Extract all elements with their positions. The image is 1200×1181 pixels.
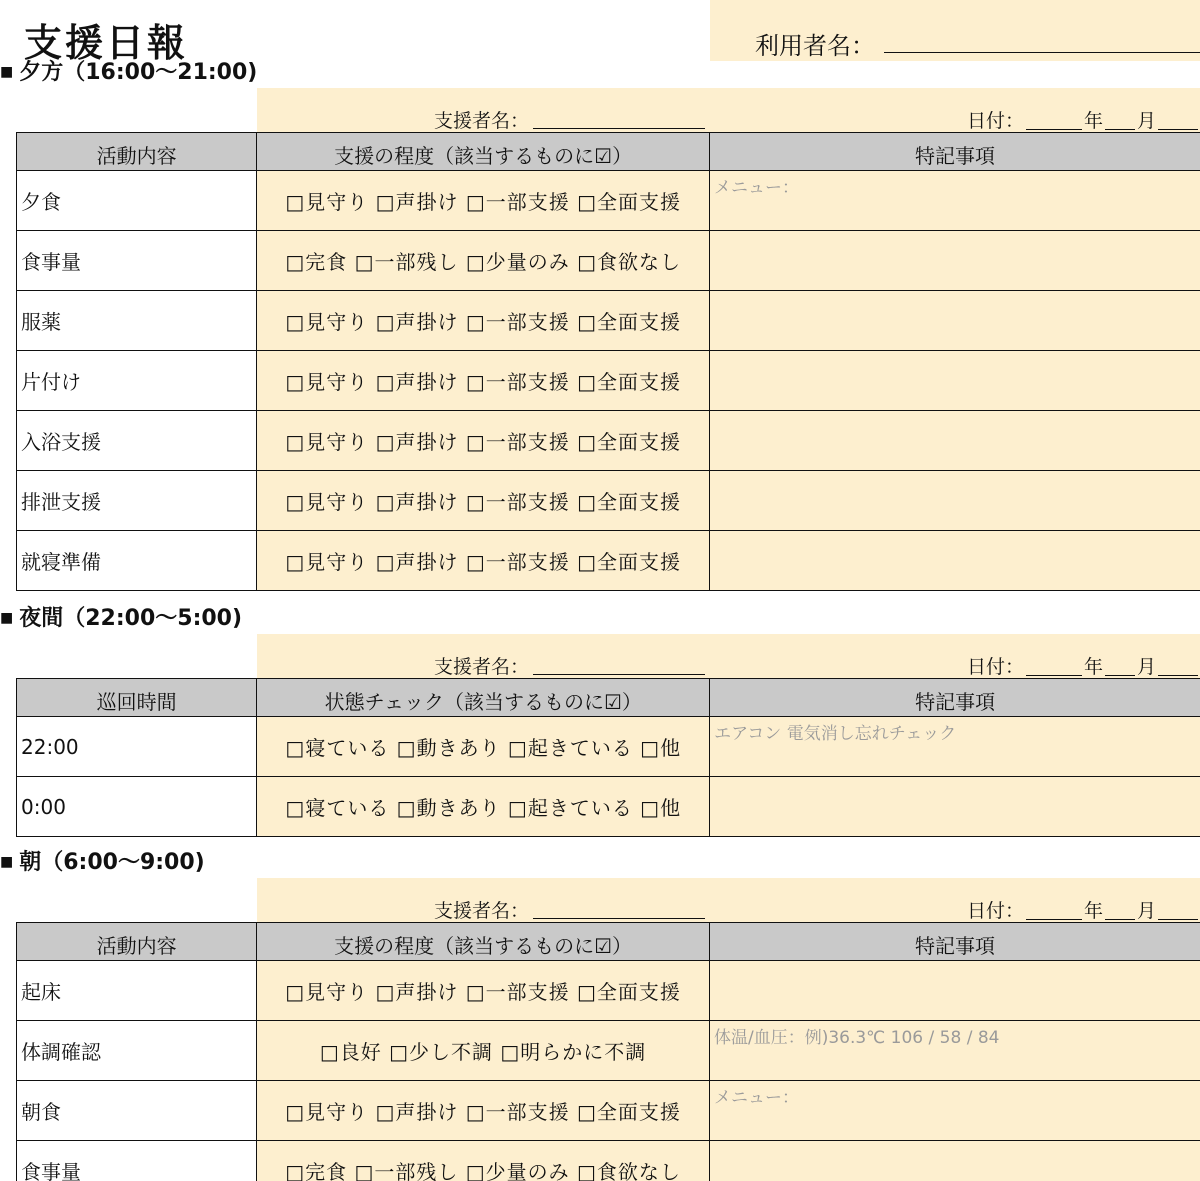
table-row <box>17 961 1200 1021</box>
staff-name-field[interactable] <box>533 128 705 129</box>
staff-name-field[interactable] <box>533 674 705 675</box>
notes-cell[interactable] <box>709 1141 1200 1181</box>
support-options-cell[interactable]: □良好 □少し不調 □明らかに不調 <box>257 1021 710 1081</box>
bullet-square-icon: ■ <box>0 610 14 626</box>
column-header-support-level: 支援の程度（該当するものに☑） <box>257 133 710 171</box>
support-options-cell[interactable]: □完食 □一部残し □少量のみ □食欲なし <box>257 231 710 291</box>
bullet-square-icon: ■ <box>0 64 14 80</box>
staff-name-label: 支援者名： <box>434 900 530 922</box>
status-options-cell[interactable]: □寝ている □動きあり □起きている □他 <box>257 717 710 777</box>
notes-cell[interactable]: メニュー： <box>709 1081 1200 1141</box>
table-header-row <box>17 133 1200 171</box>
activity-cell: 排泄支援 <box>17 471 257 531</box>
staff-name-label: 支援者名： <box>434 656 530 678</box>
support-options-cell[interactable]: □見守り □声掛け □一部支援 □全面支援 <box>257 1081 710 1141</box>
activity-cell: 食事量 <box>17 231 257 291</box>
patrol-time-cell: 0:00 <box>17 777 257 837</box>
table-row <box>17 291 1200 351</box>
table-row <box>17 231 1200 291</box>
section-title <box>0 601 242 632</box>
table-row <box>17 1081 1200 1141</box>
activity-cell: 夕食 <box>17 171 257 231</box>
column-header-patrol-time: 巡回時間 <box>17 679 257 717</box>
year-label: 年 <box>1084 656 1104 678</box>
section-title-text: 夕方（16:00～21:00) <box>19 60 258 85</box>
notes-cell[interactable]: エアコン 電気消し忘れチェック <box>710 717 1200 777</box>
day-field[interactable] <box>1158 900 1198 920</box>
column-header-activity: 活動内容 <box>17 133 257 171</box>
notes-cell[interactable]: 体温/血圧：例)36.3℃ 106 / 58 / 84 <box>709 1021 1200 1081</box>
section-title-text: 朝（6:00～9:00) <box>19 850 205 875</box>
table-row <box>17 411 1200 471</box>
year-field[interactable] <box>1026 900 1082 920</box>
status-options-cell[interactable]: □寝ている □動きあり □起きている □他 <box>257 777 710 837</box>
notes-cell[interactable] <box>710 531 1200 591</box>
date-label: 日付： <box>967 656 1025 678</box>
year-field[interactable] <box>1026 656 1082 676</box>
date-field <box>967 106 1198 133</box>
table-row <box>17 351 1200 411</box>
activity-cell: 片付け <box>17 351 257 411</box>
support-options-cell[interactable]: □見守り □声掛け □一部支援 □全面支援 <box>257 291 710 351</box>
date-field <box>967 652 1198 679</box>
support-options-cell[interactable]: □完食 □一部残し □少量のみ □食欲なし <box>257 1141 710 1181</box>
month-label: 月 <box>1137 110 1157 132</box>
user-name-field[interactable] <box>884 52 1200 53</box>
table-row <box>17 171 1200 231</box>
month-label: 月 <box>1137 656 1157 678</box>
support-options-cell[interactable]: □見守り □声掛け □一部支援 □全面支援 <box>257 961 710 1021</box>
page-title: 支援日報 <box>24 21 189 65</box>
staff-name-label: 支援者名： <box>434 110 530 132</box>
notes-cell[interactable] <box>710 291 1200 351</box>
table-header-row <box>17 923 1200 961</box>
morning-table <box>16 922 1200 1181</box>
support-options-cell[interactable]: □見守り □声掛け □一部支援 □全面支援 <box>257 411 710 471</box>
notes-cell[interactable] <box>710 411 1200 471</box>
day-field[interactable] <box>1158 656 1198 676</box>
month-label: 月 <box>1137 900 1157 922</box>
column-header-activity: 活動内容 <box>17 923 257 961</box>
table-row <box>17 1021 1200 1081</box>
year-label: 年 <box>1084 900 1104 922</box>
activity-cell: 朝食 <box>17 1081 257 1141</box>
date-field <box>967 896 1198 923</box>
section-title <box>0 55 257 86</box>
table-row <box>17 531 1200 591</box>
notes-cell[interactable] <box>710 777 1200 837</box>
activity-cell: 起床 <box>17 961 257 1021</box>
activity-cell: 服薬 <box>17 291 257 351</box>
notes-cell[interactable]: メニュー： <box>710 171 1200 231</box>
column-header-status-check: 状態チェック（該当するものに☑） <box>257 679 710 717</box>
notes-cell[interactable] <box>709 961 1200 1021</box>
bullet-square-icon: ■ <box>0 854 14 870</box>
activity-cell: 入浴支援 <box>17 411 257 471</box>
user-name-label: 利用者名： <box>755 32 875 60</box>
table-header-row <box>17 679 1200 717</box>
patrol-time-cell: 22:00 <box>17 717 257 777</box>
month-field[interactable] <box>1105 110 1135 130</box>
night-table <box>16 678 1200 837</box>
month-field[interactable] <box>1105 656 1135 676</box>
column-header-support-level: 支援の程度（該当するものに☑） <box>257 923 710 961</box>
date-label: 日付： <box>967 110 1025 132</box>
support-options-cell[interactable]: □見守り □声掛け □一部支援 □全面支援 <box>257 531 710 591</box>
notes-cell[interactable] <box>710 471 1200 531</box>
day-field[interactable] <box>1158 110 1198 130</box>
support-options-cell[interactable]: □見守り □声掛け □一部支援 □全面支援 <box>257 471 710 531</box>
table-row <box>17 1141 1200 1181</box>
support-options-cell[interactable]: □見守り □声掛け □一部支援 □全面支援 <box>257 171 710 231</box>
date-label: 日付： <box>967 900 1025 922</box>
table-row <box>17 471 1200 531</box>
evening-table <box>16 132 1200 591</box>
column-header-notes: 特記事項 <box>710 679 1200 717</box>
year-field[interactable] <box>1026 110 1082 130</box>
section-title <box>0 845 205 876</box>
section-title-text: 夜間（22:00～5:00) <box>19 606 243 631</box>
year-label: 年 <box>1084 110 1104 132</box>
activity-cell: 就寝準備 <box>17 531 257 591</box>
table-row <box>17 777 1200 837</box>
support-options-cell[interactable]: □見守り □声掛け □一部支援 □全面支援 <box>257 351 710 411</box>
staff-name-field[interactable] <box>533 918 705 919</box>
column-header-notes: 特記事項 <box>709 923 1200 961</box>
table-row <box>17 717 1200 777</box>
column-header-notes: 特記事項 <box>710 133 1200 171</box>
activity-cell: 体調確認 <box>17 1021 257 1081</box>
notes-cell[interactable] <box>710 231 1200 291</box>
notes-cell[interactable] <box>710 351 1200 411</box>
user-name-box <box>710 0 1200 61</box>
activity-cell: 食事量 <box>17 1141 257 1181</box>
month-field[interactable] <box>1105 900 1135 920</box>
